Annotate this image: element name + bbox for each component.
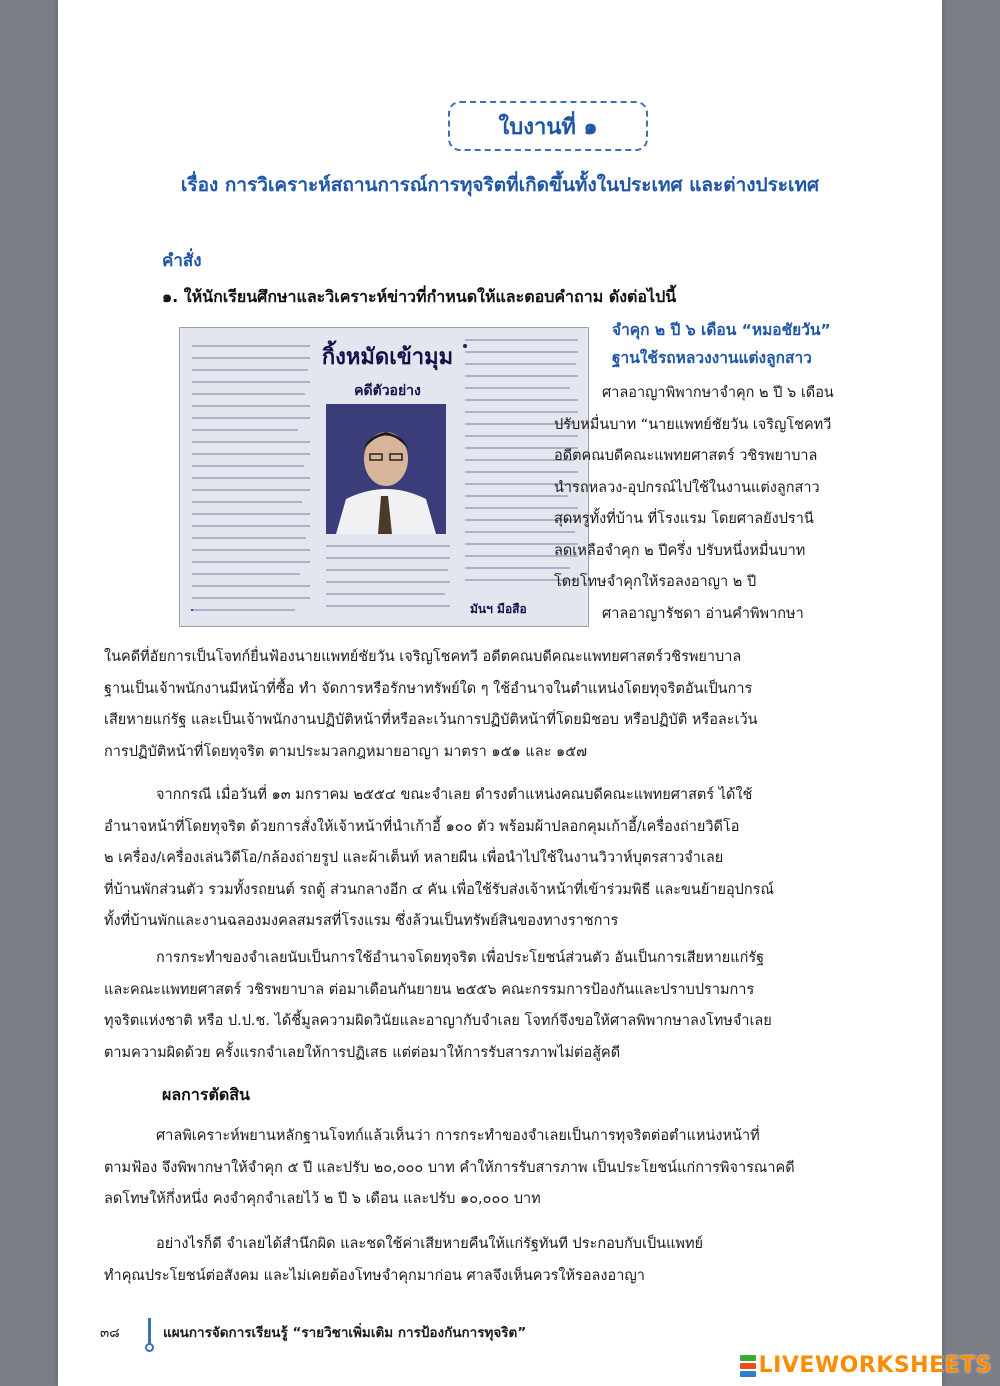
text-line: ศาลอาญารัชดา อ่านคำพิพากษา [602,605,804,622]
text-line: ศาลอาญาพิพากษาจำคุก ๒ ปี ๖ เดือน [602,385,834,401]
text-line: อดีตคณบดีคณะแพทยศาสตร์ วชิรพยาบาล [554,448,818,464]
text-line: ทุจริตแห่งชาติ หรือ ป.ป.ช. ได้ชี้มูลความผิดวินัยและอาญากับจำเลย โจทก์จึงขอให้ศาลพิพากษาลงโทษจำเลย [104,1013,772,1029]
text-line: การกระทำของจำเลยนับเป็นการใช้อำนาจโดยทุจริต เพื่อประโยชน์ส่วนตัว อันเป็นการเสียหายแก่รัฐ [156,950,765,966]
text-line: ทำคุณประโยชน์ต่อสังคม และไม่เคยต้องโทษจำคุกมาก่อน ศาลจึงเห็นควรให้รอลงอาญา [104,1267,645,1284]
footer-divider [148,1318,151,1346]
worksheet-page [58,0,942,1386]
text-line: นำรถหลวง-อุปกรณ์ไปใช้ในงานแต่งลูกสาว [554,479,820,496]
footer-text: แผนการจัดการเรียนรู้ “รายวิชาเพิ่มเติม การป้องกันการทุจริต” [163,1325,527,1341]
page-title: เรื่อง การวิเคราะห์สถานการณ์การทุจริตที่เกิดขึ้นทั้งในประเทศ และต่างประเทศ [180,174,820,196]
instructions-heading: คำสั่ง [162,251,202,271]
text-line: อย่างไรก็ดี จำเลยได้สำนึกผิด และชดใช้ค่าเสียหายคืนให้แก่รัฐทันที ประกอบกับเป็นแพทย์ [156,1236,704,1252]
article-headline-line: จำคุก ๒ ปี ๖ เดือน “หมอชัยวัน” [612,321,831,339]
liveworksheets-watermark[interactable] [740,1353,992,1378]
text-line: อำนาจหน้าที่โดยทุจริต ด้วยการสั่งให้เจ้าหน้าที่นำเก้าอี้ ๑๐๐ ตัว พร้อมผ้าปลอกคุมเก้าอี้/เครื่องถ่ายวิดีโอ [104,818,740,835]
verdict-heading: ผลการตัดสิน [162,1085,250,1104]
text-line: และคณะแพทยศาสตร์ วชิรพยาบาล ต่อมาเดือนกันยายน ๒๕๕๖ คณะกรรมการป้องกันและปราบปรามการ [104,981,755,998]
article-headline [612,316,932,372]
text-line: เสียหายแก่รัฐ และเป็นเจ้าพนักงานปฏิบัติหน้าที่หรือละเว้นการปฏิบัติหน้าที่โดยมิชอบ หรือปฏิบัติ หรือละเว้น [104,712,758,728]
news-headline: กิ้งหมัดเข้ามุม [321,344,454,370]
text-line: ลดเหลือจำคุก ๒ ปีครึ่ง ปรับหนึ่งหมื่นบาท [554,542,806,559]
worksheet-label: ใบงานที่ ๑ [448,101,648,151]
text-line: โดยโทษจำคุกให้รอลงอาญา ๒ ปี [554,574,757,590]
article-headline-line: ฐานใช้รถหลวงงานแต่งลูกสาว [612,349,812,367]
text-line: ตามความผิดด้วย ครั้งแรกจำเลยให้การปฏิเสธ แต่ต่อมาให้การรับสารภาพไม่ต่อสู้คดี [104,1044,621,1061]
news-photo-portrait [326,404,446,534]
text-line: จากกรณี เมื่อวันที่ ๑๓ มกราคม ๒๕๕๔ ขณะจำเลย ดำรงตำแหน่งคณบดีคณะแพทยศาสตร์ ได้ใช้ [156,787,753,803]
article-paragraph-2 [104,780,894,938]
text-line: ลดโทษให้กึ่งหนึ่ง คงจำคุกจำเลยไว้ ๒ ปี ๖ เดือน และปรับ ๑๐,๐๐๐ บาท [104,1191,541,1207]
verdict-paragraph [104,1121,894,1216]
text-line: ฐานเป็นเจ้าพนักงานมีหน้าที่ซื้อ ทำ จัดการหรือรักษาทรัพย์ใด ๆ ใช้อำนาจในตำแหน่งโดยทุจริตอันเป็นการ [104,680,753,697]
text-line: ในคดีที่อัยการเป็นโจทก์ยื่นฟ้องนายแพทย์ชัยวัน เจริญโชคทวี อดีตคณบดีคณะแพทยศาสตร์วชิรพยาบาล [104,649,742,665]
news-subheadline: คดีตัวอย่าง [354,383,421,399]
text-line: ศาลพิเคราะห์พยานหลักฐานโจทก์แล้วเห็นว่า การกระทำของจำเลยเป็นการทุจริตต่อตำแหน่งหน้าที่ [156,1128,760,1144]
article-side-paragraph [554,378,882,630]
news-clipping-image [179,327,589,627]
page-number: ๓๘ [100,1325,120,1341]
text-line: ปรับหมื่นบาท “นายแพทย์ชัยวัน เจริญโชคทวี [554,416,832,433]
news-byline: มันฯ มือสือ [470,602,527,616]
instruction-item-1: ๑. ให้นักเรียนศึกษาและวิเคราะห์ข่าวที่กำหนดให้และตอบคำถาม ดังต่อไปนี้ [162,287,677,306]
text-line: ตามฟ้อง จึงพิพากษาให้จำคุก ๕ ปี และปรับ ๒๐,๐๐๐ บาท คำให้การรับสารภาพ เป็นประโยชน์แก่การพิจารณาคดี [104,1159,795,1176]
article-paragraph-1 [104,642,894,768]
verdict-paragraph-2 [104,1229,894,1292]
text-line: ทั้งที่บ้านพักและงานฉลองมงคลสมรสที่โรงแรม ซึ่งล้วนเป็นทรัพย์สินของทางราชการ [104,913,619,929]
text-line: ๒ เครื่อง/เครื่องเล่นวิดีโอ/กล้องถ่ายรูป และผ้าเต็นท์ หลายผืน เพื่อนำไปใช้ในงานวิวาห์บุตรสาวจำเลย [104,850,724,866]
watermark-brand: LIVEWORKSHEETS [758,1353,992,1378]
page-footer [100,1318,526,1346]
liveworksheets-logo-icon [740,1355,756,1377]
text-line: การปฏิบัติหน้าที่โดยทุจริต ตามประมวลกฎหมายอาญา มาตรา ๑๕๑ และ ๑๕๗ [104,743,588,760]
article-paragraph-3 [104,943,894,1069]
text-line: ที่บ้านพักส่วนตัว รวมทั้งรถยนต์ รถตู้ ส่วนกลางอีก ๔ คัน เพื่อใช้รับส่งเจ้าหน้าที่เข้าร่วมพิธี และขนย้ายอุปกรณ์ [104,881,774,898]
text-line: สุดหรูทั้งที่บ้าน ที่โรงแรม โดยศาลยังปรานี [554,511,814,527]
